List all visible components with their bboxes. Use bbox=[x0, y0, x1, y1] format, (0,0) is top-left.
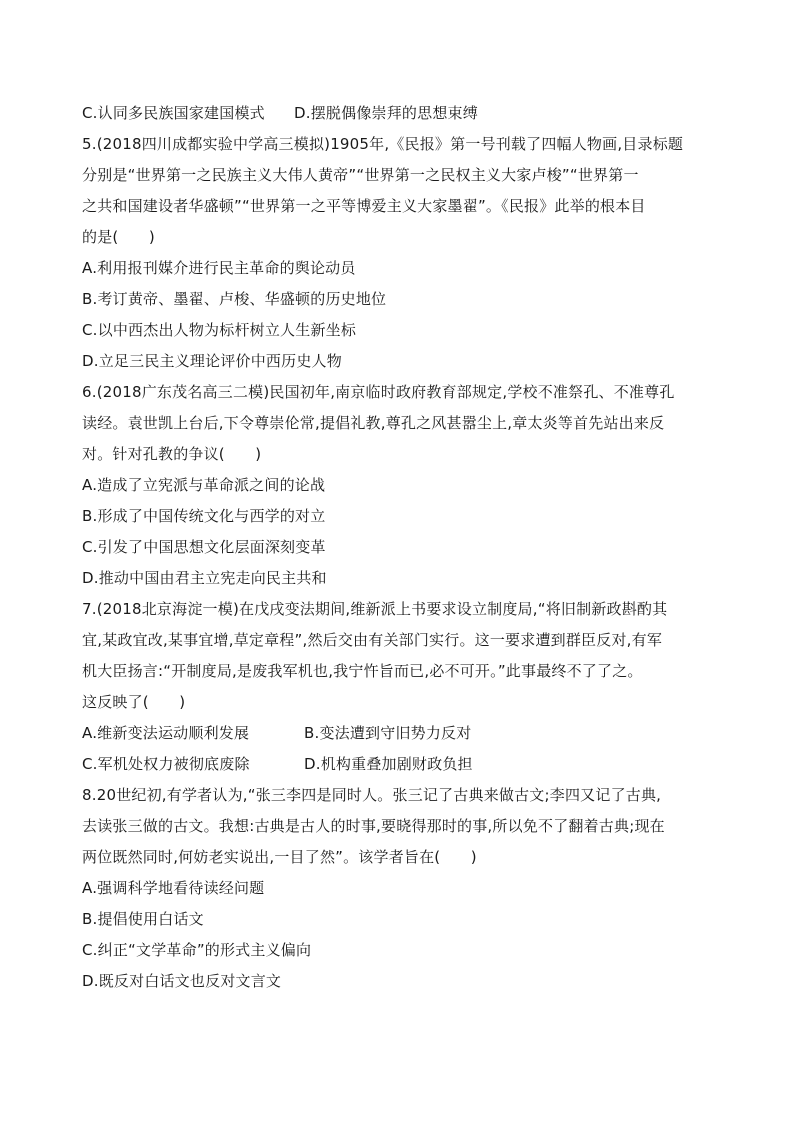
question-6-stem-line-1: 6.(2018广东茂名高三二模)民国初年,南京临时政府教育部规定,学校不准祭孔、不准尊孔 bbox=[82, 383, 675, 401]
question-7-option-d: D.机构重叠加剧财政负担 bbox=[304, 755, 473, 773]
question-5-option-d: D.立足三民主义理论评价中西历史人物 bbox=[82, 352, 342, 370]
question-5-stem-line-3: 之共和国建设者华盛顿”“世界第一之平等博爱主义大家墨翟”。《民报》此举的根本目 bbox=[82, 197, 646, 215]
question-8-option-a: A.强调科学地看待读经问题 bbox=[82, 879, 265, 897]
question-8-option-b: B.提倡使用白话文 bbox=[82, 910, 204, 928]
question-5-option-a: A.利用报刊媒介进行民主革命的舆论动员 bbox=[82, 259, 356, 277]
question-5 bbox=[82, 129, 722, 377]
question-8-stem-line-3: 两位既然同时,何妨老实说出,一目了然”。该学者旨在( ) bbox=[82, 848, 477, 866]
question-6-stem-line-2: 读经。袁世凯上台后,下令尊崇伦常,提倡礼教,尊孔之风甚嚣尘上,章太炎等首先站出来反 bbox=[82, 414, 665, 432]
question-content bbox=[82, 98, 722, 997]
question-5-stem-line-1: 5.(2018四川成都实验中学高三模拟)1905年,《民报》第一号刊载了四幅人物画,目录标题 bbox=[82, 135, 684, 153]
question-6 bbox=[82, 377, 722, 594]
question-5-option-b: B.考订黄帝、墨翟、卢梭、华盛顿的历史地位 bbox=[82, 290, 387, 308]
question-5-stem-line-2: 分别是“世界第一之民族主义大伟人黄帝”“世界第一之民权主义大家卢梭”“世界第一 bbox=[82, 166, 639, 184]
question-7-stem-line-3: 机大臣扬言:“开制度局,是废我军机也,我宁忤旨而已,必不可开。”此事最终不了了之。 bbox=[82, 662, 643, 680]
question-7-options-row-1 bbox=[82, 718, 722, 749]
question-7-stem-line-1: 7.(2018北京海淀一模)在戊戌变法期间,维新派上书要求设立制度局,“将旧制新政斟酌其 bbox=[82, 600, 668, 618]
question-7-options-row-2 bbox=[82, 749, 722, 780]
question-6-stem-line-3: 对。针对孔教的争议( ) bbox=[82, 445, 262, 463]
question-7-option-c: C.军机处权力被彻底废除 bbox=[82, 755, 250, 773]
question-8-stem-line-1: 8.20世纪初,有学者认为,“张三李四是同时人。张三记了古典来做古文;李四又记了古典, bbox=[82, 786, 662, 804]
option-d: D.摆脱偶像崇拜的思想束缚 bbox=[294, 104, 478, 122]
question-8-option-c: C.纠正“文学革命”的形式主义偏向 bbox=[82, 941, 312, 959]
question-5-option-c: C.以中西杰出人物为标杆树立人生新坐标 bbox=[82, 321, 357, 339]
question-6-option-c: C.引发了中国思想文化层面深刻变革 bbox=[82, 538, 326, 556]
question-7-stem-line-4: 这反映了( ) bbox=[82, 693, 186, 711]
prev-question-options-cd bbox=[82, 98, 722, 129]
question-6-option-b: B.形成了中国传统文化与西学的对立 bbox=[82, 507, 326, 525]
question-7-option-a: A.维新变法运动顺利发展 bbox=[82, 724, 250, 742]
question-8 bbox=[82, 780, 722, 997]
question-8-stem-line-2: 去读张三做的古文。我想:古典是古人的时事,要晓得那时的事,所以免不了翻着古典;现在 bbox=[82, 817, 665, 835]
question-7-option-b: B.变法遭到守旧势力反对 bbox=[304, 724, 472, 742]
option-c: C.认同多民族国家建国模式 bbox=[82, 104, 265, 122]
question-6-option-d: D.推动中国由君主立宪走向民主共和 bbox=[82, 569, 327, 587]
question-7 bbox=[82, 594, 722, 780]
question-7-stem-line-2: 宜,某政宜改,某事宜增,草定章程”,然后交由有关部门实行。这一要求遭到群臣反对,有军 bbox=[82, 631, 663, 649]
question-5-stem-line-4: 的是( ) bbox=[82, 228, 155, 246]
question-8-option-d: D.既反对白话文也反对文言文 bbox=[82, 972, 282, 990]
question-6-option-a: A.造成了立宪派与革命派之间的论战 bbox=[82, 476, 326, 494]
